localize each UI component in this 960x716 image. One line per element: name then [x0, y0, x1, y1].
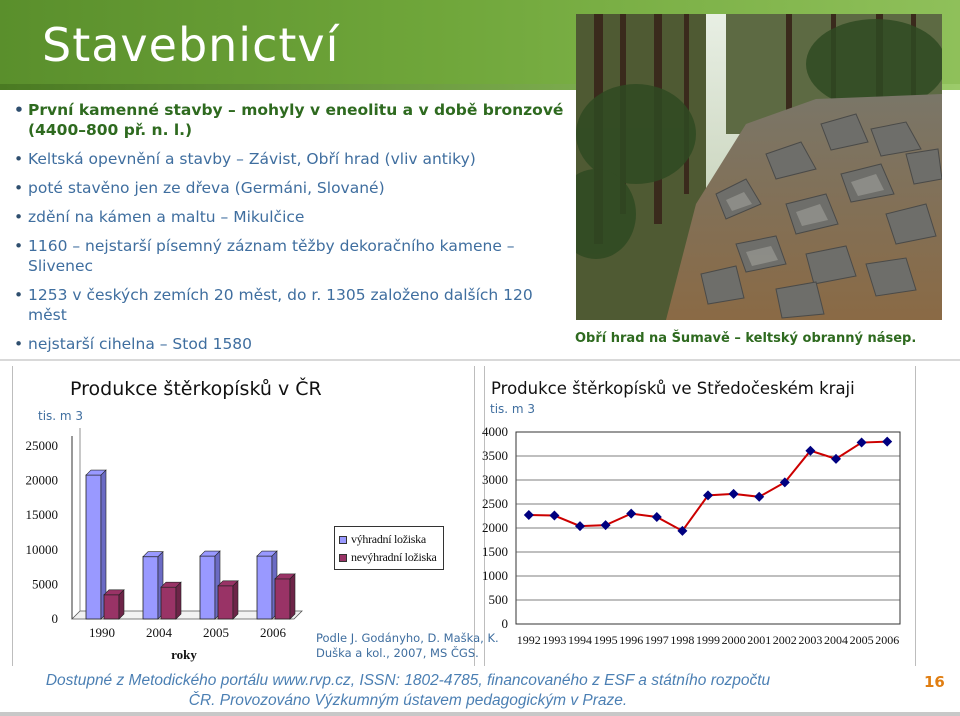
bar: [257, 556, 272, 619]
slide-title: Stavebnictví: [42, 18, 340, 72]
bullet-item: • 1160 – nejstarší písemný záznam těžby dekoračního kamene – Slivenec: [14, 236, 574, 276]
y-tick-label: 3000: [482, 472, 508, 487]
x-tick-label: 1998: [670, 633, 695, 647]
x-tick-label: 1993: [542, 633, 567, 647]
bar-side: [290, 574, 295, 619]
y-tick-label: 2500: [482, 496, 508, 511]
bullet-item: • poté stavěno jen ze dřeva (Germáni, Slované): [14, 178, 574, 198]
bar: [86, 475, 101, 619]
bar-side: [233, 581, 238, 619]
x-axis-title: roky: [171, 647, 197, 662]
y-tick-label: 20000: [25, 472, 58, 488]
bar-side: [176, 582, 181, 619]
legend-swatch: [339, 536, 347, 544]
x-tick-label: 2004: [146, 625, 172, 640]
chart-title-right: Produkce štěrkopísků ve Středočeském kraji: [491, 379, 855, 398]
y-tick-label: 0: [501, 616, 508, 631]
unit-label-left: tis. m 3: [38, 409, 84, 423]
source-line: Duška a kol., 2007, MS ČGS.: [316, 646, 479, 660]
chart-legend: [334, 526, 444, 570]
footer-line: ČR. Provozováno Výzkumným ústavem pedagogickým v Praze.: [188, 692, 628, 709]
x-tick-label: 2002: [772, 633, 797, 647]
bar-chart: [20, 422, 320, 672]
footer-text: [28, 671, 788, 711]
x-tick-label: 2001: [747, 633, 772, 647]
y-tick-label: 0: [51, 611, 58, 626]
bar: [161, 587, 176, 619]
x-tick-label: 2000: [721, 633, 746, 647]
y-tick-label: 1500: [482, 544, 508, 559]
bar: [218, 586, 233, 619]
rampart-photo: [576, 14, 942, 320]
x-tick-label: 1994: [568, 633, 592, 647]
x-tick-label: 2003: [798, 633, 823, 647]
bar: [104, 595, 119, 619]
bar-side: [119, 590, 124, 619]
x-tick-label: 1996: [619, 633, 644, 647]
bar: [275, 579, 290, 619]
y-tick-label: 25000: [25, 438, 58, 453]
photo-caption: Obří hrad na Šumavě – keltský obranný násep.: [575, 331, 917, 346]
x-tick-label: 2005: [849, 633, 874, 647]
unit-label-right: tis. m 3: [490, 402, 536, 416]
source-line: Podle J. Godányho, D. Maška, K.: [316, 631, 499, 645]
bullet-item: • zdění na kámen a maltu – Mikulčice: [14, 207, 574, 227]
y-tick-label: 500: [488, 592, 508, 607]
footer-line: Dostupné z Metodického portálu www.rvp.cz, ISSN: 1802-4785, financovaného z ESF a státního rozpočtu: [45, 672, 771, 689]
divider: [0, 359, 960, 361]
x-tick-label: 2006: [875, 633, 900, 647]
chart-title-left: Produkce štěrkopísků v ČR: [70, 378, 322, 400]
x-tick-label: 1992: [516, 633, 541, 647]
bullet-list: [14, 100, 574, 363]
x-tick-label: 2006: [260, 625, 286, 640]
x-tick-label: 1999: [696, 633, 720, 647]
line-chart: [480, 420, 910, 660]
y-tick-label: 1000: [482, 568, 508, 583]
bullet-item: • První kamenné stavby – mohyly v eneolitu a v době bronzové (4400–800 př. n. l.): [14, 100, 574, 140]
bar: [200, 556, 215, 619]
page-number: 16: [924, 673, 945, 691]
y-tick-label: 10000: [25, 541, 58, 557]
source-note: [316, 631, 499, 661]
bar: [143, 557, 158, 619]
y-tick-label: 15000: [25, 507, 58, 523]
x-tick-label: 1997: [644, 633, 669, 647]
y-tick-label: 5000: [32, 576, 58, 592]
x-tick-label: 2004: [824, 633, 848, 647]
x-tick-label: 1990: [89, 625, 115, 640]
y-tick-label: 4000: [482, 424, 508, 439]
legend-label: výhradní ložiska: [351, 532, 426, 546]
bullet-item: • nejstarší cihelna – Stod 1580: [14, 334, 574, 354]
legend-swatch: [339, 554, 347, 562]
bullet-item: • Keltská opevnění a stavby – Závist, Obří hrad (vliv antiky): [14, 149, 574, 169]
y-tick-label: 2000: [482, 520, 508, 535]
footer-rule: [0, 712, 960, 716]
bullet-item: • 1253 v českých zemích 20 měst, do r. 1305 založeno dalších 120 měst: [14, 285, 574, 325]
y-tick-label: 3500: [482, 448, 508, 463]
legend-label: nevýhradní ložiska: [351, 550, 437, 564]
x-tick-label: 2005: [203, 625, 229, 640]
x-tick-label: 1995: [593, 633, 618, 647]
rampart-photo-image: [576, 14, 942, 320]
